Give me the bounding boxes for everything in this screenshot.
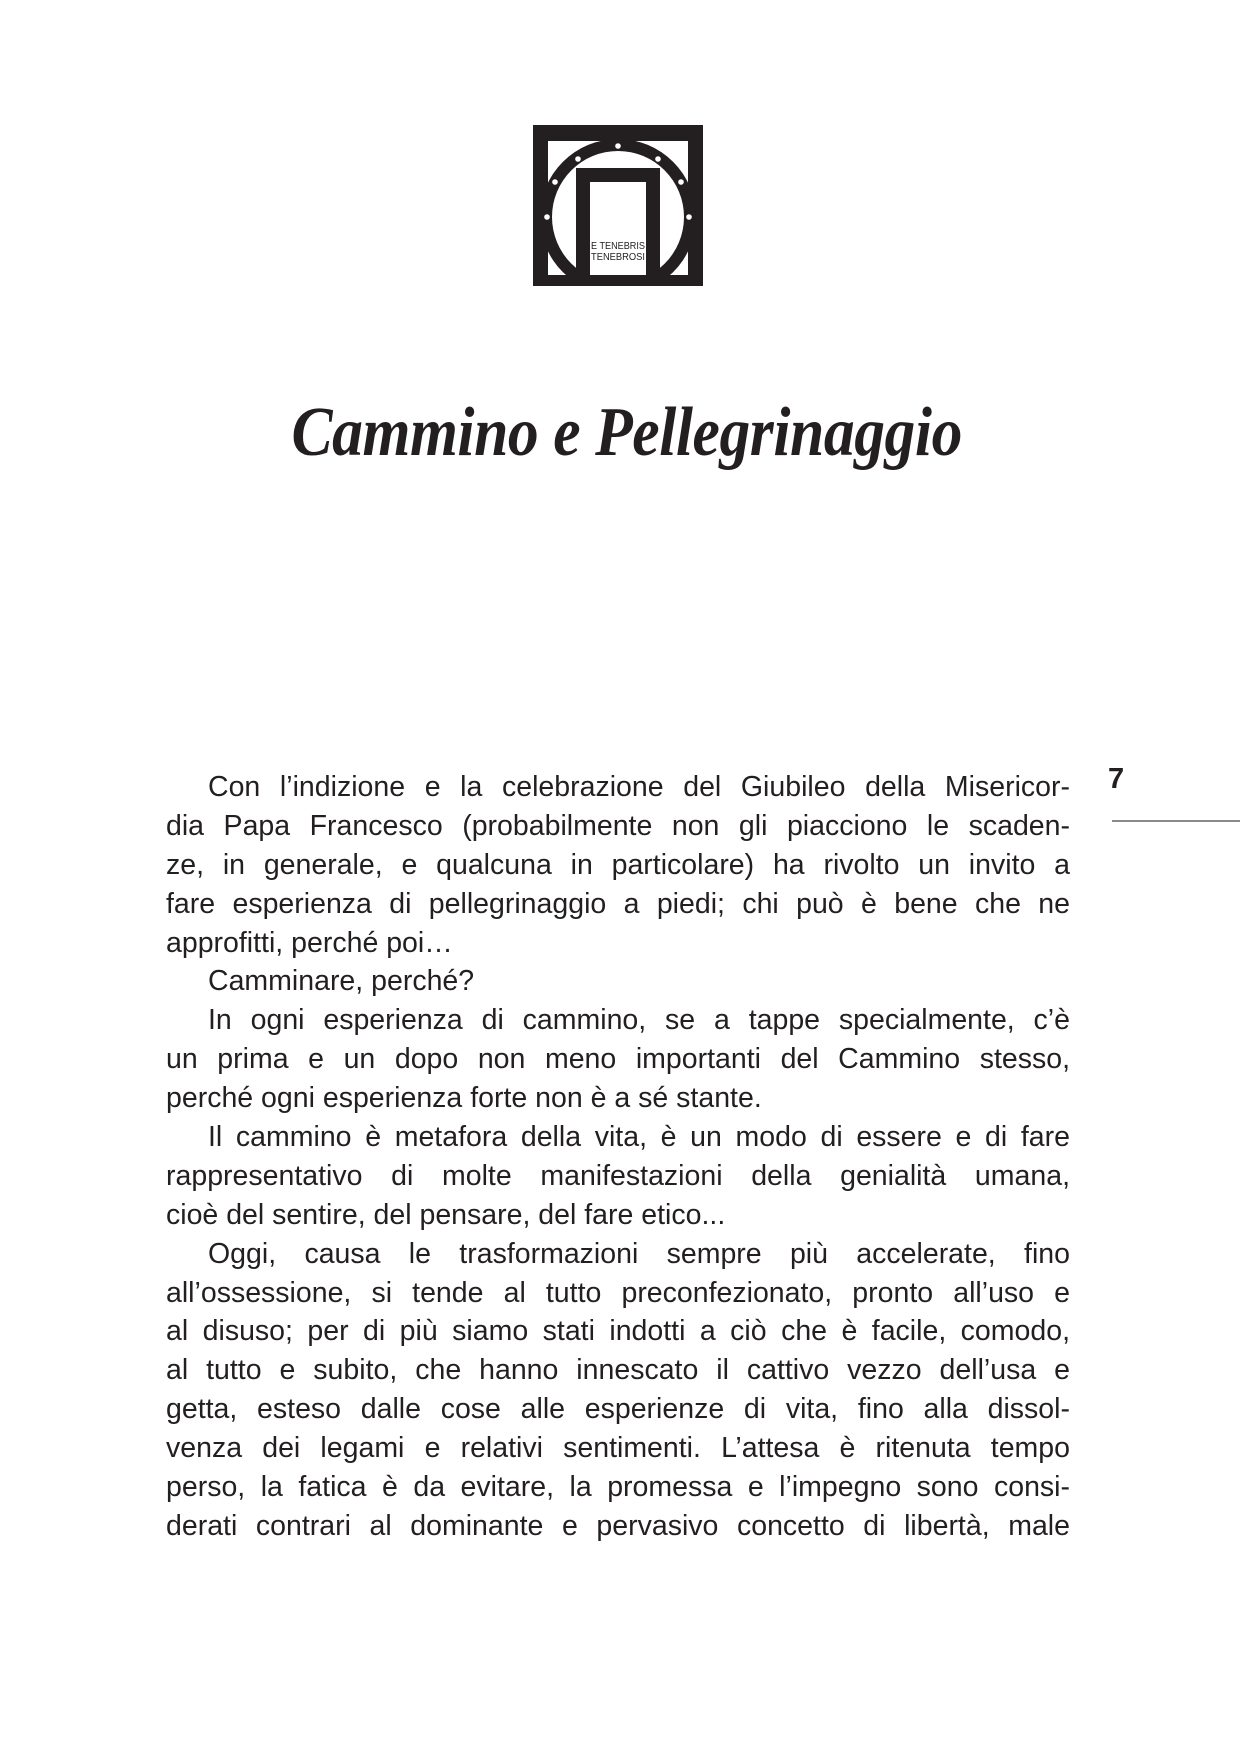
text-line: getta, esteso dalle cose alle esperienze di vita, fino alla dissol-	[166, 1393, 1070, 1426]
text-line: al disuso; per di più siamo stati indotti a ciò che è facile, comodo,	[166, 1315, 1070, 1348]
text-line: Oggi, causa le trasformazioni sempre più accelerate, fino	[208, 1237, 1070, 1270]
text-line: rappresentativo di molte manifestazioni della genialità umana,	[166, 1159, 1070, 1192]
text-line: derati contrari al dominante e pervasivo concetto di libertà, male	[166, 1509, 1070, 1542]
page-number-rule	[1112, 820, 1240, 822]
text-line: all’ossessione, si tende al tutto preconfezionato, pronto all’uso e	[166, 1276, 1070, 1309]
text-line: perché ogni esperienza forte non è a sé stante.	[166, 1082, 762, 1115]
e-tenebris-tenebrosi-logo-icon	[533, 125, 703, 286]
text-line: ze, in generale, e qualcuna in particolare) ha rivolto un invito a	[166, 848, 1070, 881]
text-line: cioè del sentire, del pensare, del fare etico...	[166, 1198, 726, 1231]
chapter-title	[81, 394, 1172, 471]
page-number: 7	[1108, 763, 1125, 795]
text-line: In ogni esperienza di cammino, se a tappe specialmente, c’è	[208, 1004, 1070, 1037]
text-line: venza dei legami e relativi sentimenti. L’attesa è ritenuta tempo	[166, 1432, 1070, 1465]
text-line: perso, la fatica è da evitare, la promessa e l’impegno sono consi-	[166, 1471, 1070, 1504]
text-line: Il cammino è metafora della vita, è un modo di essere e di fare	[208, 1121, 1070, 1154]
text-line: Con l’indizione e la celebrazione del Giubileo della Misericor-	[208, 771, 1070, 803]
text-line: fare esperienza di pellegrinaggio a piedi; chi può è bene che ne	[166, 887, 1070, 920]
body-text	[166, 768, 1070, 1546]
publisher-logo	[533, 125, 703, 286]
svg-text:E TENEBRIS: E TENEBRIS	[591, 240, 645, 252]
text-line: un prima e un dopo non meno importanti del Cammino stesso,	[166, 1043, 1070, 1076]
text-line: approfitti, perché poi…	[166, 926, 453, 959]
chapter-title-text: Cammino e Pellegrinaggio	[291, 394, 962, 471]
text-line: al tutto e subito, che hanno innescato il cattivo vezzo dell’usa e	[166, 1354, 1070, 1387]
svg-text:TENEBROSI: TENEBROSI	[591, 251, 645, 263]
text-line: dia Papa Francesco (probabilmente non gli piacciono le scaden-	[166, 809, 1070, 842]
text-line: Camminare, perché?	[208, 965, 475, 998]
